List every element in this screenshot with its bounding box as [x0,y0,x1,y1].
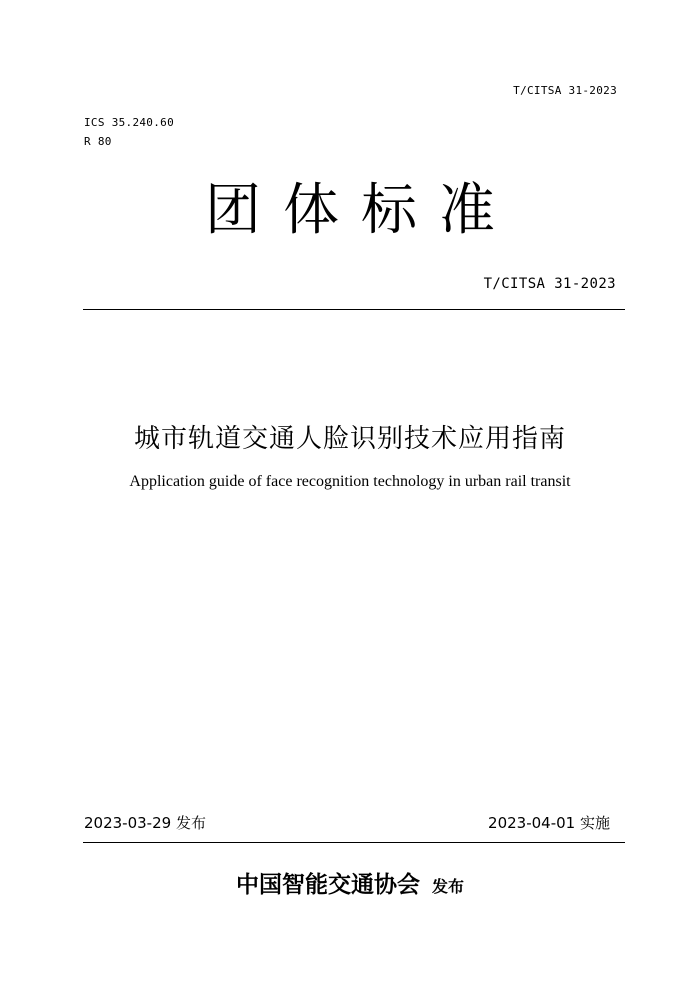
document-title-english: Application guide of face recognition technology in urban rail transit [129,473,571,490]
issue-date: 2023-03-29 发布 [84,814,206,832]
implementation-date: 2023-04-01 实施 [488,814,610,832]
ccs-classification: R 80 [84,135,112,148]
header-standard-code: T/CITSA 31-2023 [513,84,617,97]
standard-code: T/CITSA 31-2023 [483,276,616,292]
top-divider [83,309,625,310]
standard-type-heading: 团体标准 [205,178,517,243]
publisher-line [0,868,700,904]
document-title-chinese: 城市轨道交通人脸识别技术应用指南 [133,424,566,454]
ics-classification: ICS 35.240.60 [84,116,174,129]
publisher-name: 中国智能交通协会 [235,872,420,898]
publisher-suffix: 发布 [431,877,464,896]
bottom-divider [83,842,625,843]
